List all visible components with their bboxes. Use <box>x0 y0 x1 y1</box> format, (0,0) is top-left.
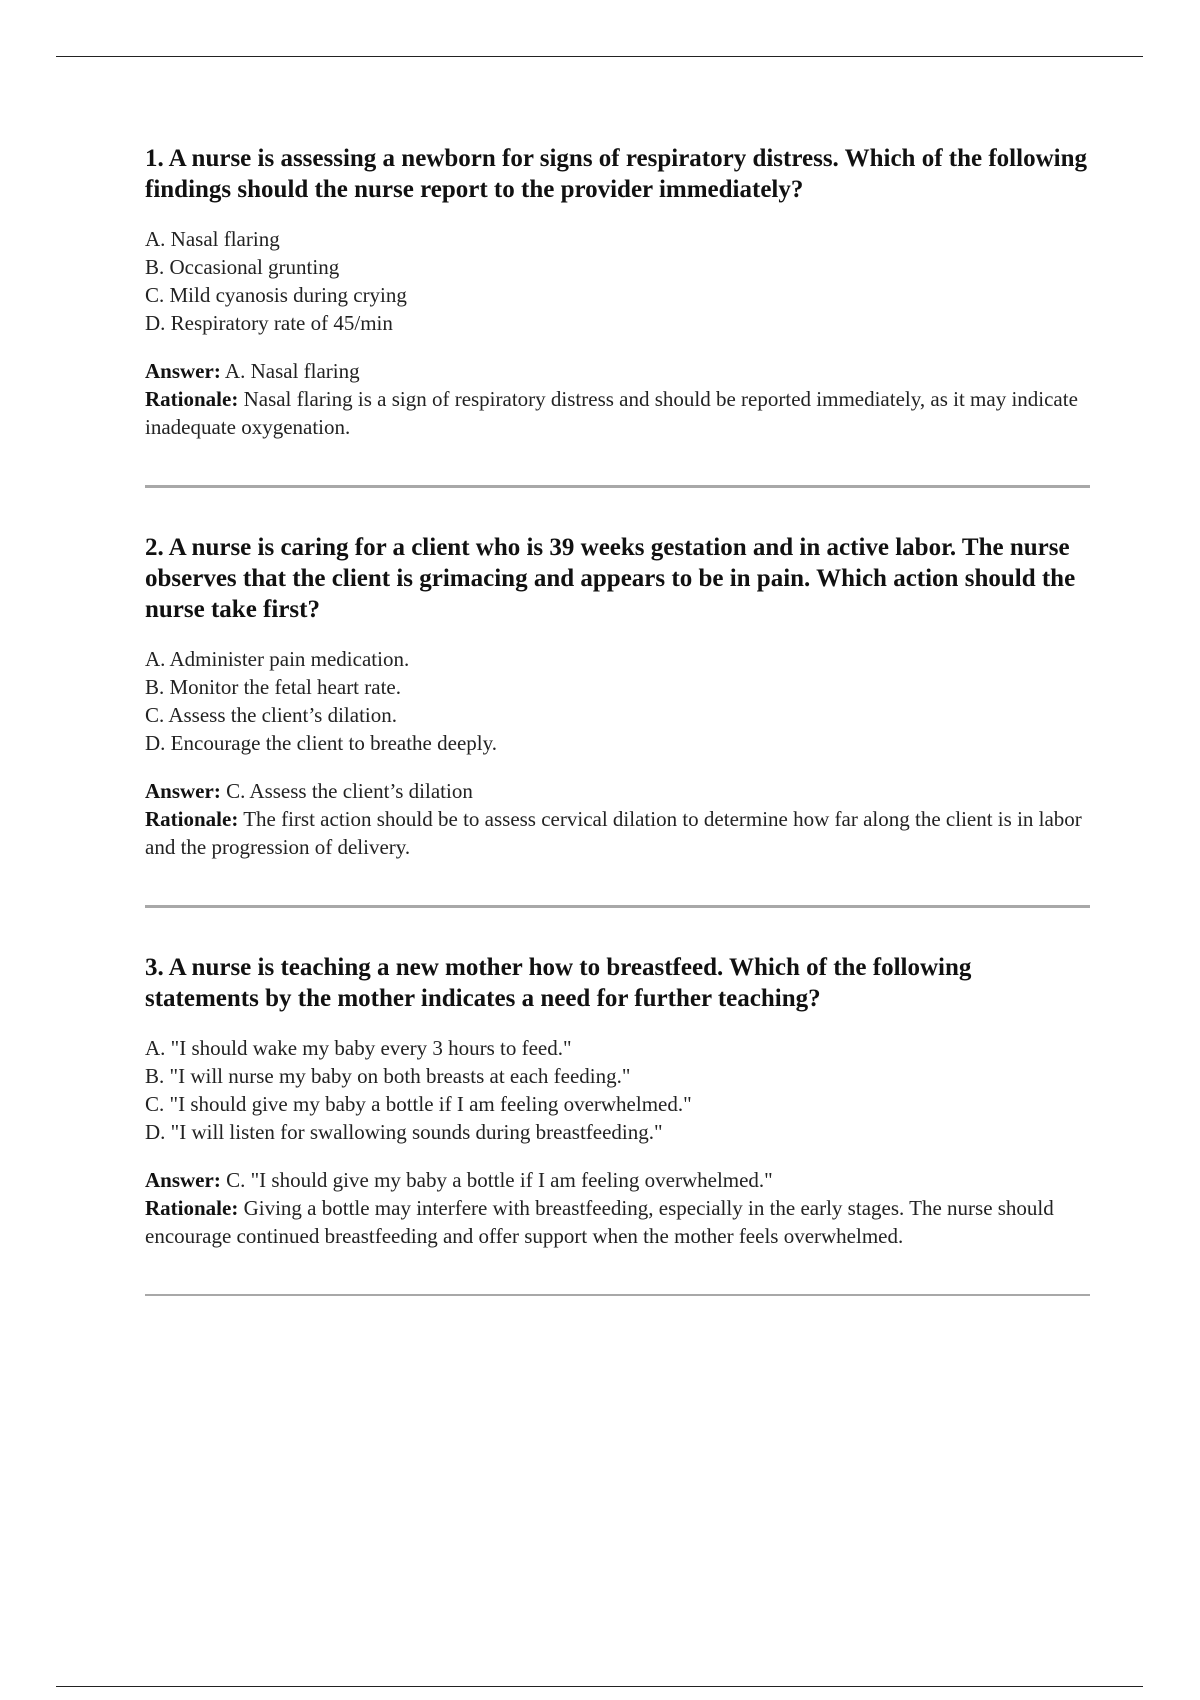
option-c: C. Assess the client’s dilation. <box>145 703 397 727</box>
answer-line <box>145 357 1090 385</box>
rationale-line <box>145 1194 1090 1250</box>
option-b: B. Occasional grunting <box>145 255 340 279</box>
page-top-rule <box>56 56 1143 57</box>
page-bottom-rule <box>56 1686 1143 1687</box>
option-b: B. "I will nurse my baby on both breasts at each feeding." <box>145 1064 631 1088</box>
question-text: 2. A nurse is caring for a client who is 39 weeks gestation and in active labor. The nurse observes that the client is grimacing and appears to be in pain. Which action should the nurse take first? <box>145 534 1076 623</box>
question-text: 3. A nurse is teaching a new mother how to breastfeed. Which of the following statements by the mother indicates a need for further teaching? <box>145 954 972 1012</box>
rationale-line <box>145 805 1090 861</box>
option-a: A. Nasal flaring <box>145 227 280 251</box>
answer-options <box>145 225 1090 337</box>
answer-label: Answer: <box>145 359 221 383</box>
option-d: D. Encourage the client to breathe deeply. <box>145 731 497 755</box>
rationale-line <box>145 385 1090 441</box>
document-content <box>145 143 1090 1340</box>
answer-label: Answer: <box>145 779 221 803</box>
question-block-3 <box>145 952 1090 1250</box>
option-b: B. Monitor the fetal heart rate. <box>145 675 401 699</box>
question-block-2 <box>145 532 1090 861</box>
answer-options <box>145 1034 1090 1146</box>
answer-line <box>145 1166 1090 1194</box>
option-a: A. Administer pain medication. <box>145 647 410 671</box>
answer-line <box>145 777 1090 805</box>
answer-value: C. Assess the client’s dilation <box>226 779 473 803</box>
answer-label: Answer: <box>145 1168 221 1192</box>
section-divider <box>145 1294 1090 1296</box>
answer-value: A. Nasal flaring <box>224 359 360 383</box>
option-a: A. "I should wake my baby every 3 hours to feed." <box>145 1036 572 1060</box>
rationale-label: Rationale: <box>145 1196 239 1220</box>
question-block-1 <box>145 143 1090 441</box>
rationale-text: The first action should be to assess cervical dilation to determine how far along the client is in labor and the progression of delivery. <box>145 807 1082 859</box>
rationale-text: Giving a bottle may interfere with breastfeeding, especially in the early stages. The nurse should encourage continued breastfeeding and offer support when the mother feels overwhelmed. <box>145 1196 1054 1248</box>
rationale-text: Nasal flaring is a sign of respiratory distress and should be reported immediately, as it may indicate inadequate oxygenation. <box>145 387 1078 439</box>
option-c: C. "I should give my baby a bottle if I am feeling overwhelmed." <box>145 1092 692 1116</box>
answer-value: C. "I should give my baby a bottle if I am feeling overwhelmed." <box>226 1168 773 1192</box>
answer-options <box>145 645 1090 757</box>
section-divider <box>145 485 1090 488</box>
rationale-label: Rationale: <box>145 807 239 831</box>
option-d: D. Respiratory rate of 45/min <box>145 311 393 335</box>
section-divider <box>145 905 1090 908</box>
option-c: C. Mild cyanosis during crying <box>145 283 407 307</box>
option-d: D. "I will listen for swallowing sounds during breastfeeding." <box>145 1120 663 1144</box>
question-text: 1. A nurse is assessing a newborn for signs of respiratory distress. Which of the following findings should the nurse report to the provider immediately? <box>145 145 1087 203</box>
rationale-label: Rationale: <box>145 387 239 411</box>
